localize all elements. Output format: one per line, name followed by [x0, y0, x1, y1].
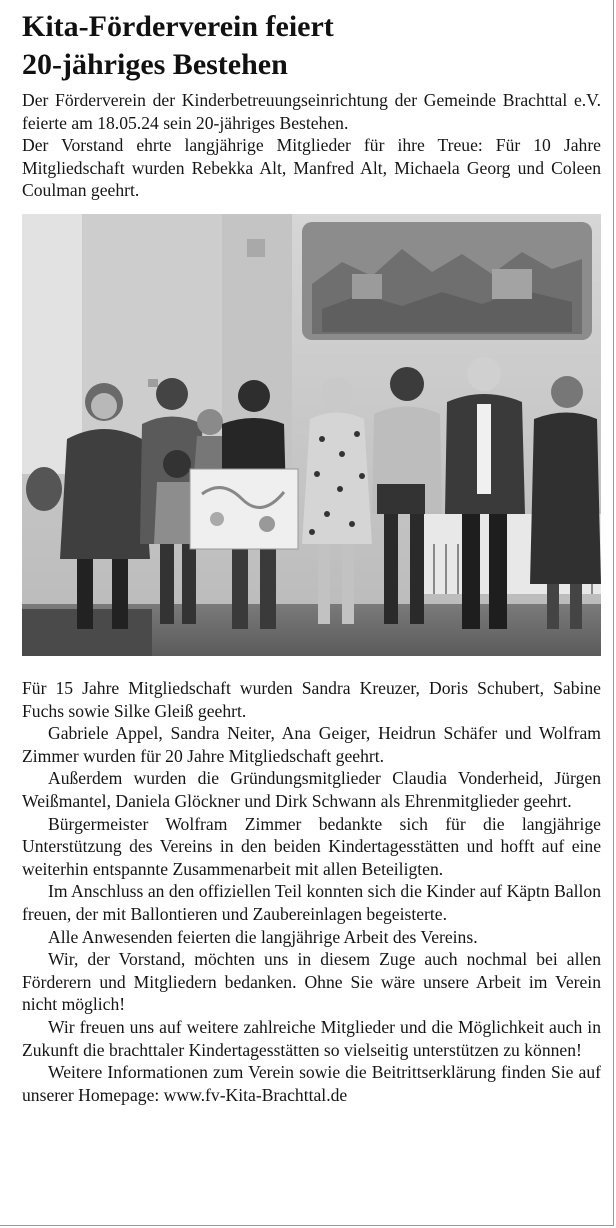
body-paragraph-9: Weitere Informationen zum Verein sowie die Beitrittserklärung finden Sie auf unserer Homepage: www.fv-Kita-Brachttal.de: [22, 1062, 601, 1105]
body-paragraph-2: Gabriele Appel, Sandra Neiter, Ana Geiger, Heidrun Schäfer und Wolfram Zimmer wurden für 20 Jahre Mitgliedschaft geehrt.: [22, 723, 601, 766]
body-paragraph-3: Außerdem wurden die Gründungsmitglieder Claudia Vonderheid, Jürgen Weißmantel, Daniela Glöckner und Dirk Schwann als Ehrenmitglieder geehrt.: [22, 768, 601, 811]
children-poster: [190, 469, 298, 549]
headline-line-2: 20-jähriges Bestehen: [22, 48, 288, 81]
body-paragraph-7: Wir, der Vorstand, möchten uns in diesem Zuge auch nochmal bei allen Förderern und Mitgliedern bedanken. Ohne Sie wäre unsere Arbeit im Verein nicht möglich!: [22, 949, 601, 1015]
body-paragraph-6: Alle Anwesenden feierten die langjährige Arbeit des Vereins.: [48, 926, 478, 947]
group-photo-illustration: [22, 214, 601, 656]
headline: [22, 8, 602, 84]
headline-line-1: Kita-Förderverein feiert: [22, 10, 334, 43]
article-body: [22, 677, 601, 1106]
intro-paragraph-1: Der Förderverein der Kinderbetreuungseinrichtung der Gemeinde Brachttal e.V. feierte am 18.05.24 sein 20-jähriges Bestehen.: [22, 90, 601, 133]
body-paragraph-4: Bürgermeister Wolfram Zimmer bedankte sich für die langjährige Unterstützung des Vereins in den beiden Kindertagesstätten und hofft auf eine weiterhin entspannte Zusammenarbeit mit allen Beteiligten.: [22, 813, 601, 879]
body-paragraph-1: Für 15 Jahre Mitgliedschaft wurden Sandra Kreuzer, Doris Schubert, Sabine Fuchs sowie Silke Gleiß geehrt.: [22, 678, 601, 721]
intro-text: [22, 89, 601, 202]
body-paragraph-5: Im Anschluss an den offiziellen Teil konnten sich die Kinder auf Käptn Ballon freuen, der mit Ballontieren und Zaubereinlagen begeisterte.: [22, 881, 601, 924]
group-photo: [22, 214, 601, 656]
intro-paragraph-2: Der Vorstand ehrte langjährige Mitglieder für ihre Treue: Für 10 Jahre Mitgliedschaft wurden Rebekka Alt, Manfred Alt, Michaela Georg und Coleen Coulman geehrt.: [22, 135, 601, 201]
wall-relief: [302, 222, 592, 340]
body-paragraph-8: Wir freuen uns auf weitere zahlreiche Mitglieder und die Möglichkeit auch in Zukunft die brachttaler Kindertagesstätten so vielseitig unterstützen zu können!: [22, 1016, 601, 1060]
